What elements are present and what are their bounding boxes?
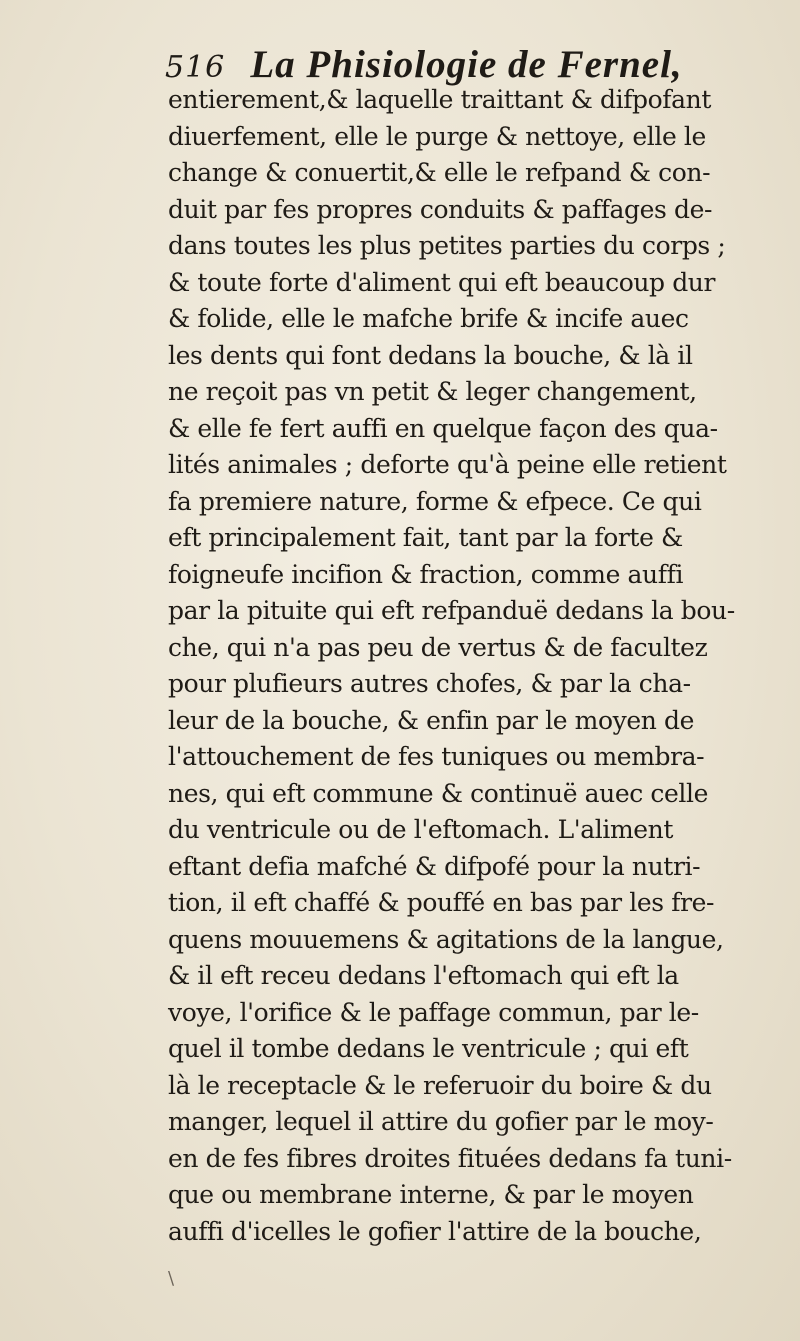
text-line: fa premiere nature, forme & efpece. Ce qui: [168, 486, 702, 516]
text-line: foigneufe incifion & fraction, comme auffi: [168, 559, 684, 589]
text-line: voye, l'orifice & le paffage commun, par le-: [168, 997, 699, 1027]
text-line: que ou membrane interne, & par le moyen: [168, 1180, 694, 1209]
text-line: & elle fe fert auffi en quelque façon des qua-: [168, 413, 718, 443]
text-line: tion, il eft chaffé & pouffé en bas par les fre-: [168, 888, 715, 917]
text-line: entierement,& laquelle traittant & difpofant: [168, 85, 712, 114]
text-line: diuerfement, elle le purge & nettoye, elle le: [168, 121, 706, 151]
text-line: manger, lequel il attire du gofier par le moy-: [168, 1107, 714, 1136]
text-line: ne reçoit pas vn petit & leger changement,: [168, 377, 697, 406]
text-line: change & conuertit,& elle le refpand & con-: [168, 158, 711, 187]
text-line: quel il tombe dedans le ventricule ; qui eft: [168, 1034, 689, 1063]
text-line: eft principalement fait, tant par la forte &: [168, 523, 683, 552]
text-line: en de fes fibres droites fituées dedans fa tuni-: [168, 1143, 732, 1173]
text-line: eftant defia mafché & difpofé pour la nutri-: [168, 851, 701, 881]
text-line: auffi d'icelles le gofier l'attire de la bouche,: [168, 1216, 702, 1246]
text-line: du ventricule ou de l'eftomach. L'aliment: [168, 815, 673, 844]
text-line: par la pituite qui eft refpanduë dedans la bou-: [168, 596, 735, 625]
text-line: nes, qui eft commune & continuë auec celle: [168, 778, 708, 808]
body-text: [168, 82, 778, 1250]
stray-mark: \: [168, 1268, 175, 1289]
text-line: là le receptacle & le referuoir du boire & du: [168, 1070, 712, 1100]
page-number: 516: [165, 50, 226, 85]
text-line: & il eft receu dedans l'eftomach qui eft la: [168, 961, 679, 990]
text-line: & toute forte d'aliment qui eft beaucoup dur: [168, 267, 716, 297]
running-title: La Phisiologie de Fernel,: [250, 43, 683, 86]
text-line: dans toutes les plus petites parties du corps ;: [168, 231, 726, 260]
text-line: les dents qui font dedans la bouche, & là il: [168, 340, 693, 370]
text-line: quens mouuemens & agitations de la langue,: [168, 924, 724, 954]
text-line: leur de la bouche, & enfin par le moyen de: [168, 705, 694, 735]
text-line: che, qui n'a pas peu de vertus & de facultez: [168, 632, 708, 662]
text-line: & folide, elle le mafche brife & incife auec: [168, 304, 689, 333]
text-line: l'attouchement de fes tuniques ou membra-: [168, 742, 705, 771]
text-line: duit par fes propres conduits & paffages de-: [168, 194, 713, 224]
text-line: lités animales ; deforte qu'à peine elle retient: [168, 450, 727, 479]
text-line: pour plufieurs autres chofes, & par la cha-: [168, 669, 691, 698]
